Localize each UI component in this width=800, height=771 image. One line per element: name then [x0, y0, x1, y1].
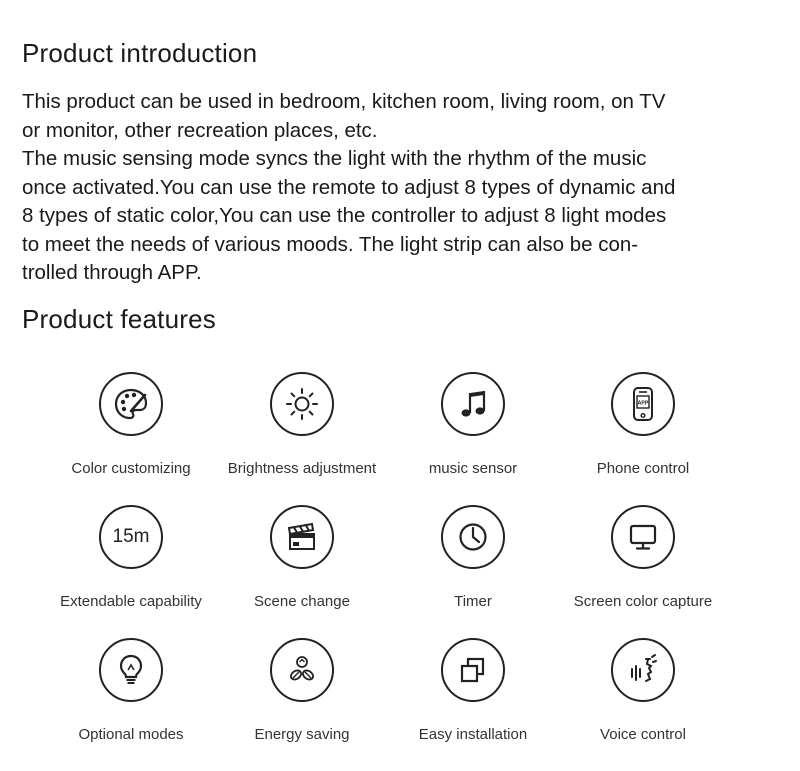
feature-voice-control	[558, 638, 728, 743]
length-label: 15m	[112, 526, 150, 547]
feature-label: Extendable capability	[60, 593, 202, 610]
feature-extendable-capability	[46, 505, 216, 610]
feature-scene-change	[217, 505, 387, 610]
voice-icon	[611, 638, 675, 702]
feature-label: Screen color capture	[573, 593, 713, 610]
feature-easy-installation	[388, 638, 558, 743]
clapperboard-icon	[270, 505, 334, 569]
intro-line: once activated.You can use the remote to adjust 8 types of dynamic and	[22, 175, 676, 199]
leaf-energy-icon	[270, 638, 334, 702]
feature-label: Phone control	[596, 460, 690, 477]
intro-line: 8 types of static color,You can use the controller to adjust 8 light modes	[22, 204, 667, 227]
feature-music-sensor	[388, 372, 558, 477]
intro-line: The music sensing mode syncs the light with the rhythm of the music	[22, 147, 647, 170]
intro-line: trolled through APP.	[22, 261, 202, 284]
app-badge-text: APP	[637, 400, 649, 407]
feature-timer	[388, 505, 558, 610]
palette-icon	[99, 372, 163, 436]
feature-label: Easy installation	[418, 726, 528, 743]
features-title: Product features	[22, 304, 216, 334]
feature-label: Brightness adjustment	[227, 460, 377, 477]
intro-line: to meet the needs of various moods. The light strip can also be con-	[22, 232, 639, 256]
squares-icon	[441, 638, 505, 702]
feature-optional-modes	[46, 638, 216, 743]
phone-app-icon	[611, 372, 675, 436]
feature-label: Voice control	[600, 726, 686, 743]
feature-phone-control	[558, 372, 728, 477]
intro-title: Product introduction	[22, 38, 258, 68]
light-bulb-icon	[99, 638, 163, 702]
intro-line: This product can be used in bedroom, kitchen room, living room, on TV	[22, 90, 666, 113]
feature-screen-color-capture	[558, 505, 728, 610]
feature-label: Optional modes	[78, 726, 184, 743]
feature-energy-saving	[217, 638, 387, 743]
feature-label: Timer	[454, 593, 492, 610]
intro-text	[22, 88, 782, 288]
music-note-icon	[441, 372, 505, 436]
intro-line: or monitor, other recreation places, etc.	[22, 118, 378, 142]
feature-label: Energy saving	[254, 726, 350, 743]
sun-icon	[270, 372, 334, 436]
clock-icon	[441, 505, 505, 569]
feature-label: Color customizing	[71, 460, 191, 477]
length-15m-icon	[99, 505, 163, 569]
feature-brightness-adjustment	[217, 372, 387, 477]
feature-color-customizing	[46, 372, 216, 477]
feature-label: music sensor	[428, 460, 518, 477]
feature-label: Scene change	[254, 593, 350, 610]
monitor-icon	[611, 505, 675, 569]
